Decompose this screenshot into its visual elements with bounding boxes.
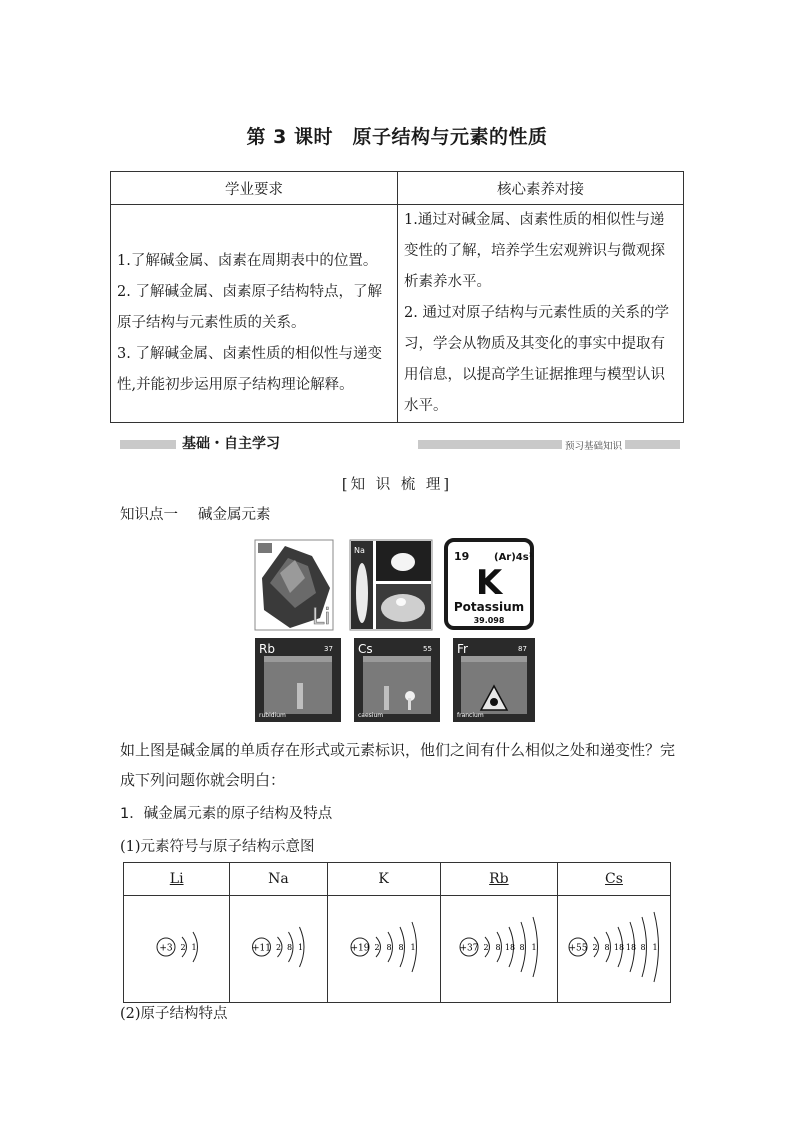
electron-count: 1 bbox=[652, 943, 658, 952]
electron-count: 2 bbox=[483, 943, 489, 952]
electron-count: 8 bbox=[287, 943, 293, 952]
k-mass: 39.098 bbox=[473, 616, 505, 625]
knowledge-point-heading bbox=[120, 503, 271, 524]
requirements-left-cell bbox=[111, 205, 398, 423]
fr-tile-symbol: Fr bbox=[457, 642, 468, 656]
li-sample-image bbox=[255, 540, 333, 630]
col-header-k: K bbox=[327, 863, 440, 896]
electron-count: 8 bbox=[519, 943, 525, 952]
competency-item: 2. 通过对原子结构与元素性质的关系的学习，学会从物质及其变化的事实中提取有用信息，以提高学生证据推理与模型认识水平。 bbox=[404, 305, 669, 414]
col-header-rb: Rb bbox=[440, 863, 557, 896]
fr-tile-caption: francium bbox=[457, 712, 484, 719]
electron-count: 2 bbox=[592, 943, 598, 952]
na-tile-symbol: Na bbox=[354, 546, 365, 555]
electron-count: 18 bbox=[504, 943, 515, 952]
electron-count: 1 bbox=[298, 943, 304, 952]
requirements-header-left: 学业要求 bbox=[111, 172, 398, 205]
nucleus-charge: +37 bbox=[459, 943, 479, 954]
electron-count: 18 bbox=[613, 943, 625, 952]
col-header-na: Na bbox=[230, 863, 327, 896]
subsection-heading: (1)元素符号与原子结构示意图 bbox=[120, 839, 315, 855]
knowledge-point-name: 碱金属元素 bbox=[198, 507, 271, 523]
banner-bar-left bbox=[120, 440, 176, 449]
k-atom-diagram bbox=[330, 897, 438, 997]
banner-label: 基础・自主学习 bbox=[182, 436, 280, 452]
electron-count: 8 bbox=[398, 943, 404, 952]
banner-bar-right bbox=[418, 440, 680, 449]
electron-count: 1 bbox=[410, 943, 416, 952]
atom-diagram-cell bbox=[327, 896, 440, 1003]
requirement-item: 3. 了解碱金属、卤素性质的相似性与递变性,并能初步运用原子结构理论解释。 bbox=[117, 346, 382, 393]
knowledge-point-label: 知识点一 bbox=[120, 507, 178, 523]
nucleus-charge: +55 bbox=[568, 943, 588, 954]
section-banner bbox=[120, 436, 680, 452]
electron-count: 8 bbox=[640, 943, 646, 952]
cs-atom-diagram bbox=[559, 897, 669, 997]
nucleus-charge: +3 bbox=[159, 943, 173, 954]
competency-item: 1.通过对碱金属、卤素性质的相似性与递变性的了解，培养学生宏观辨识与微观探析素养水平。 bbox=[404, 212, 665, 290]
atomic-structure-table bbox=[123, 862, 671, 1003]
fr-tile-number: 87 bbox=[518, 645, 527, 653]
atom-diagram-cell bbox=[230, 896, 327, 1003]
electron-count: 2 bbox=[180, 943, 186, 952]
intro-paragraph: 如上图是碱金属的单质存在形式或元素标识，他们之间有什么相似之处和递变性？完成下列问题你就会明白： bbox=[120, 741, 676, 789]
rb-tile-symbol: Rb bbox=[259, 642, 275, 656]
electron-count: 2 bbox=[374, 943, 380, 952]
atom-diagram-cell bbox=[124, 896, 230, 1003]
banner-tag: 预习基础知识 bbox=[562, 438, 625, 452]
cs-tile-number: 55 bbox=[423, 645, 432, 653]
subsection-heading: (2)原子结构特点 bbox=[120, 1006, 228, 1022]
k-tile-symbol: K bbox=[475, 563, 503, 603]
col-header-li: Li bbox=[124, 863, 230, 896]
atom-diagram-cell bbox=[558, 896, 671, 1003]
k-atomic-number: 19 bbox=[454, 550, 470, 563]
requirement-item: 1.了解碱金属、卤素在周期表中的位置。 bbox=[117, 253, 378, 269]
electron-count: 1 bbox=[531, 943, 537, 952]
francium-sample-image bbox=[453, 638, 535, 722]
page-title: 第 3 课时 原子结构与元素的性质 bbox=[246, 126, 548, 148]
potassium-element-card bbox=[446, 540, 533, 628]
atom-diagram-cell bbox=[440, 896, 557, 1003]
rb-tile-caption: rubidium bbox=[259, 712, 286, 719]
cs-tile-symbol: Cs bbox=[358, 642, 373, 656]
requirements-right-cell bbox=[398, 205, 684, 423]
electron-count: 2 bbox=[276, 943, 282, 952]
requirements-header-right: 核心素养对接 bbox=[398, 172, 684, 205]
electron-count: 8 bbox=[495, 943, 501, 952]
na-atom-diagram bbox=[232, 897, 324, 997]
caesium-sample-image bbox=[354, 638, 440, 722]
requirement-item: 2. 了解碱金属、卤素原子结构特点，了解原子结构与元素性质的关系。 bbox=[117, 284, 382, 331]
cs-tile-caption: caesium bbox=[358, 712, 384, 719]
section-heading: 1．碱金属元素的原子结构及特点 bbox=[120, 806, 333, 822]
nucleus-charge: +11 bbox=[252, 943, 272, 954]
nucleus-charge: +19 bbox=[350, 943, 370, 954]
li-atom-diagram bbox=[127, 897, 227, 997]
li-tile-symbol: Li bbox=[312, 605, 331, 630]
col-header-cs: Cs bbox=[558, 863, 671, 896]
na-sample-image bbox=[350, 540, 432, 630]
requirements-table bbox=[110, 171, 684, 423]
k-electron-config: (Ar)4s¹ bbox=[494, 552, 534, 563]
electron-count: 8 bbox=[386, 943, 392, 952]
alkali-metals-figure bbox=[250, 538, 540, 724]
k-name: Potassium bbox=[453, 600, 525, 614]
rb-tile-number: 37 bbox=[324, 645, 333, 653]
rubidium-sample-image bbox=[255, 638, 341, 722]
electron-count: 1 bbox=[191, 943, 197, 952]
electron-count: 8 bbox=[604, 943, 610, 952]
electron-count: 18 bbox=[625, 943, 637, 952]
rb-atom-diagram bbox=[443, 897, 555, 997]
subsection-title: [知 识 梳 理] bbox=[341, 477, 453, 493]
